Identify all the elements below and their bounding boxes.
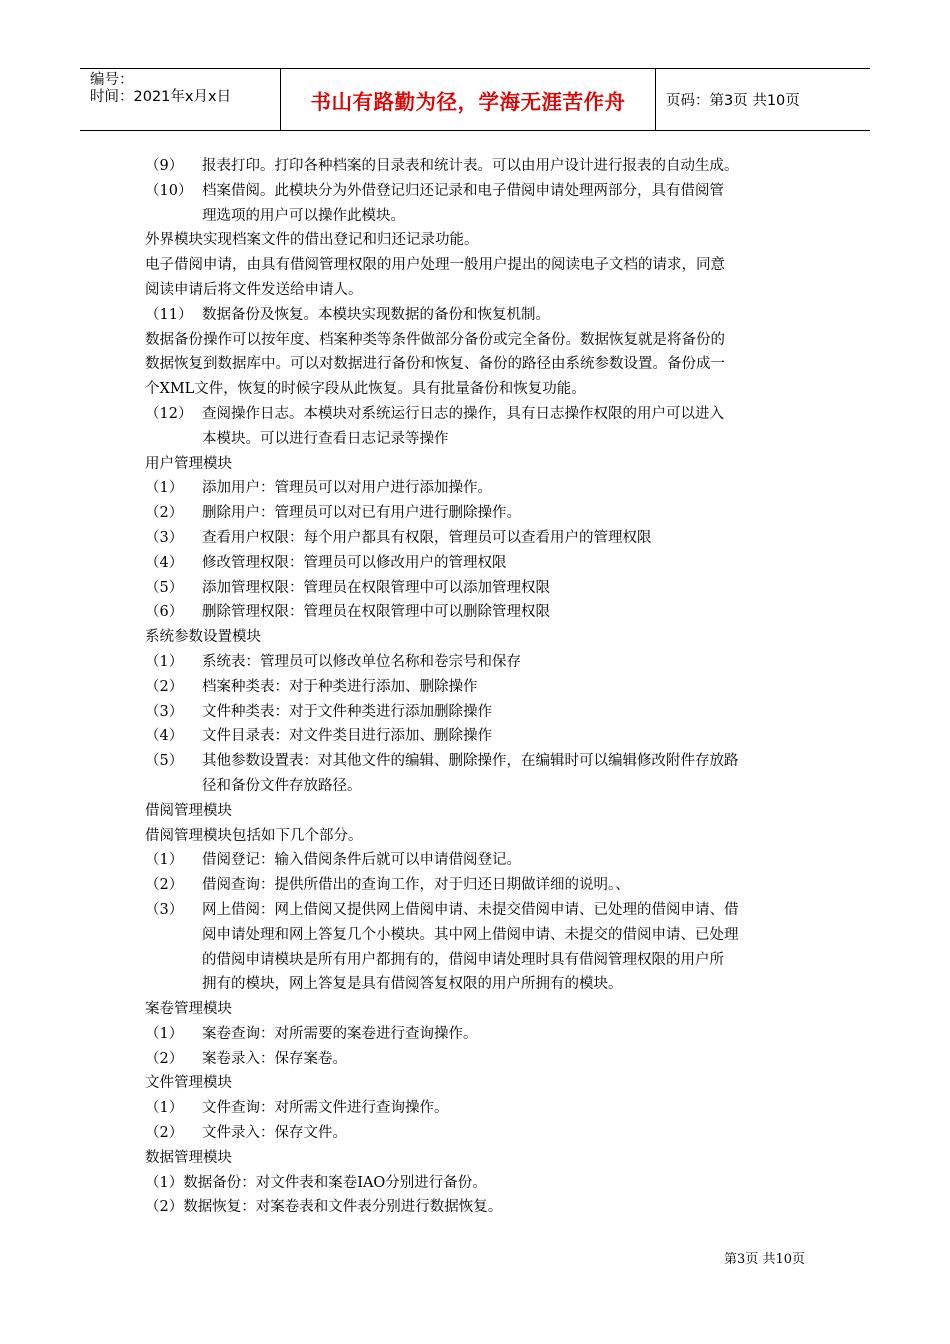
list-item: （2）数据恢复：对案卷表和文件表分别进行数据恢复。 bbox=[145, 1199, 503, 1216]
item-text: 案卷查询：对所需要的案卷进行查询操作。 bbox=[202, 1025, 478, 1042]
item-text: 借阅登记：输入借阅条件后就可以申请借阅登记。 bbox=[202, 852, 521, 869]
item-text: 文件目录表：对文件类目进行添加、删除操作 bbox=[202, 728, 492, 745]
paragraph: 外界模块实现档案文件的借出登记和归还记录功能。 bbox=[145, 232, 479, 249]
item-text: 添加用户：管理员可以对用户进行添加操作。 bbox=[202, 480, 492, 497]
item-number: （4） bbox=[145, 728, 184, 745]
header-motto: 书山有路勤为径，学海无涯苦作舟 bbox=[281, 69, 656, 130]
item-text: 阅申请处理和网上答复几个小模块。其中网上借阅申请、未提交的借阅申请、已处理 bbox=[202, 926, 739, 943]
header-number: 编号： bbox=[90, 72, 134, 88]
list-item-11 bbox=[145, 303, 815, 328]
item-text: 拥有的模块，网上答复是具有借阅答复权限的用户所拥有的模块。 bbox=[202, 976, 623, 993]
list-item-10 bbox=[145, 179, 815, 229]
paragraph: 数据备份操作可以按年度、档案种类等条件做部分备份或完全备份。数据恢复就是将备份的 bbox=[145, 331, 725, 348]
item-number: （3） bbox=[145, 703, 184, 720]
list-item bbox=[145, 501, 815, 526]
item-text: 径和备份文件存放路径。 bbox=[202, 777, 362, 794]
paragraph: 数据恢复到数据库中。可以对数据进行备份和恢复、备份的路径由系统参数设置。备份成一 bbox=[145, 356, 725, 373]
item-number: （3） bbox=[145, 529, 184, 546]
list-item bbox=[145, 898, 815, 997]
list-item bbox=[145, 476, 815, 501]
item-number: （9） bbox=[145, 158, 184, 174]
list-item bbox=[145, 1096, 815, 1121]
item-text: 查看用户权限：每个用户都具有权限，管理员可以查看用户的管理权限 bbox=[202, 529, 652, 546]
item-text: 添加管理权限：管理员在权限管理中可以添加管理权限 bbox=[202, 579, 550, 596]
page-footer: 第3页 共10页 bbox=[724, 1252, 805, 1267]
item-number: （1） bbox=[145, 1025, 184, 1042]
item-text: 报表打印。打印各种档案的目录表和统计表。可以由用户设计进行报表的自动生成。 bbox=[202, 158, 739, 174]
item-number: （3） bbox=[145, 901, 184, 918]
paragraph: 借阅管理模块包括如下几个部分。 bbox=[145, 827, 363, 844]
section-title-borrow: 借阅管理模块 bbox=[145, 802, 232, 819]
header-meta bbox=[80, 69, 281, 130]
item-text: 的借阅申请模块是所有用户都拥有的，借阅申请处理时具有借阅管理权限的用户所 bbox=[202, 951, 724, 968]
list-item bbox=[145, 650, 815, 675]
item-number: （2） bbox=[145, 877, 184, 894]
document-body bbox=[145, 154, 815, 1220]
item-text: 文件种类表：对于文件种类进行添加删除操作 bbox=[202, 703, 492, 720]
item-text: 删除用户：管理员可以对已有用户进行删除操作。 bbox=[202, 505, 521, 522]
header-date: 时间：2021年x月x日 bbox=[90, 89, 232, 105]
item-text: 系统表：管理员可以修改单位名称和卷宗号和保存 bbox=[202, 653, 521, 670]
item-text: 网上借阅：网上借阅又提供网上借阅申请、未提交借阅申请、已处理的借阅申请、借 bbox=[202, 901, 739, 918]
item-number: （2） bbox=[145, 505, 184, 522]
list-item bbox=[145, 724, 815, 749]
item-number: （1） bbox=[145, 852, 184, 869]
list-item bbox=[145, 1022, 815, 1047]
item-number: （1） bbox=[145, 480, 184, 497]
list-item-9 bbox=[145, 154, 815, 179]
item-number: （2） bbox=[145, 1050, 184, 1067]
item-text: 删除管理权限：管理员在权限管理中可以删除管理权限 bbox=[202, 604, 550, 621]
paragraph: 个XML文件，恢复的时候字段从此恢复。具有批量备份和恢复功能。 bbox=[145, 381, 586, 398]
item-number: （6） bbox=[145, 604, 184, 621]
item-number: （11） bbox=[145, 306, 193, 323]
list-item bbox=[145, 700, 815, 725]
item-text: 档案借阅。此模块分为外借登记归还记录和电子借阅申请处理两部分，具有借阅管 bbox=[202, 182, 724, 199]
item-text: 本模块。可以进行查看日志记录等操作 bbox=[202, 430, 449, 447]
item-text: 修改管理权限：管理员可以修改用户的管理权限 bbox=[202, 554, 507, 571]
item-text: 案卷录入：保存案卷。 bbox=[202, 1050, 347, 1067]
item-number: （5） bbox=[145, 579, 184, 596]
list-item bbox=[145, 848, 815, 873]
list-item: （1）数据备份：对文件表和案卷IAO分别进行备份。 bbox=[145, 1174, 487, 1191]
item-text: 理选项的用户可以操作此模块。 bbox=[202, 207, 405, 224]
item-number: （4） bbox=[145, 554, 184, 571]
section-title-case: 案卷管理模块 bbox=[145, 1001, 232, 1018]
item-text: 数据备份及恢复。本模块实现数据的备份和恢复机制。 bbox=[202, 306, 550, 323]
item-number: （10） bbox=[145, 182, 193, 199]
list-item bbox=[145, 600, 815, 625]
item-number: （5） bbox=[145, 753, 184, 770]
paragraph: 阅读申请后将文件发送给申请人。 bbox=[145, 281, 363, 298]
list-item bbox=[145, 749, 815, 799]
paragraph: 电子借阅申请，由具有借阅管理权限的用户处理一般用户提出的阅读电子文档的请求，同意 bbox=[145, 257, 725, 274]
item-text: 文件查询：对所需文件进行查询操作。 bbox=[202, 1100, 449, 1117]
list-item bbox=[145, 675, 815, 700]
item-text: 档案种类表：对于种类进行添加、删除操作 bbox=[202, 678, 478, 695]
item-number: （1） bbox=[145, 1100, 184, 1117]
item-number: （12） bbox=[145, 405, 193, 422]
section-title-data: 数据管理模块 bbox=[145, 1149, 232, 1166]
list-item-12 bbox=[145, 402, 815, 452]
section-title-user: 用户管理模块 bbox=[145, 455, 232, 472]
list-item bbox=[145, 576, 815, 601]
item-text: 查阅操作日志。本模块对系统运行日志的操作，具有日志操作权限的用户可以进入 bbox=[202, 405, 724, 422]
item-number: （2） bbox=[145, 1125, 184, 1142]
section-title-system: 系统参数设置模块 bbox=[145, 629, 261, 646]
item-number: （1） bbox=[145, 653, 184, 670]
list-item bbox=[145, 1047, 815, 1072]
item-text: 文件录入：保存文件。 bbox=[202, 1125, 347, 1142]
item-text: 其他参数设置表：对其他文件的编辑、删除操作，在编辑时可以编辑修改附件存放路 bbox=[202, 753, 739, 770]
document-header bbox=[80, 68, 870, 131]
header-page-number: 页码：第3页 共10页 bbox=[666, 93, 800, 109]
item-number: （2） bbox=[145, 678, 184, 695]
list-item bbox=[145, 1121, 815, 1146]
item-text: 借阅查询：提供所借出的查询工作，对于归还日期做详细的说明。、 bbox=[202, 877, 630, 894]
section-title-file: 文件管理模块 bbox=[145, 1075, 232, 1092]
list-item bbox=[145, 873, 815, 898]
list-item bbox=[145, 526, 815, 551]
list-item bbox=[145, 551, 815, 576]
